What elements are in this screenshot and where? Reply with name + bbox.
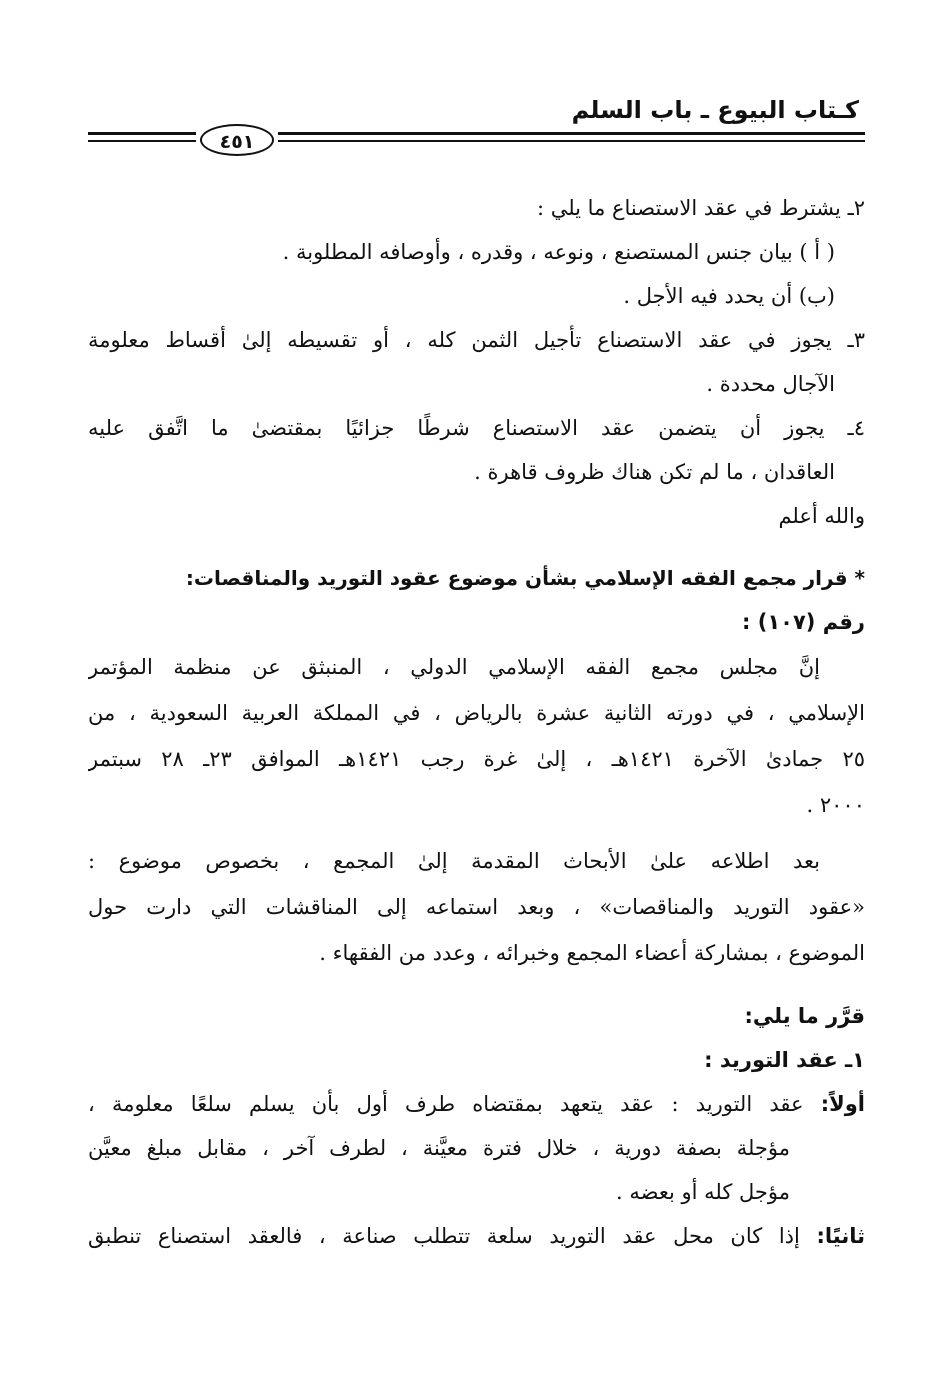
header-rule-right-bottom [278,140,865,142]
page-body [88,186,865,1258]
header-rule-right-top [278,132,865,135]
paragraph-1-line-2: الإسلامي ، في دورته الثانية عشرة بالرياض ، في المملكة العربية السعودية ، من [88,701,865,725]
first-point-line-2: مؤجلة بصفة دورية ، خلال فترة معيَّنة ، لطرف آخر ، مقابل مبلغ معيَّن [88,1136,790,1160]
page-number: ٤٥١ [200,124,274,156]
item-2-line-1: ٢ـ يشترط في عقد الاستصناع ما يلي : [536,196,865,220]
header-rule-left-top [88,132,196,135]
paragraph-2-line-2: «عقود التوريد والمناقصات» ، وبعد استماعه إلى المناقشات التي دارت حول [88,895,865,919]
paragraph-1-line-4: ٢٠٠٠ . [806,793,865,817]
page-header [88,88,865,158]
closing-phrase: والله أعلم [778,504,865,528]
first-point-label: أولاً: [820,1092,865,1116]
header-rule-left-bottom [88,140,196,142]
paragraph-1-line-1: إنَّ مجلس مجمع الفقه الإسلامي الدولي ، المنبثق عن منظمة المؤتمر [88,655,820,679]
running-head: كـتاب البيوع ـ باب السلم [571,96,859,124]
item-3-line-1: ٣ـ يجوز في عقد الاستصناع تأجيل الثمن كله ، أو تقسيطه إلىٰ أقساط معلومة [88,328,865,352]
item-2-a: ( أ ) بيان جنس المستصنع ، ونوعه ، وقدره ، وأوصافه المطلوبة . [282,240,835,264]
item-4-line-2: العاقدان ، ما لم تكن هناك ظروف قاهرة . [474,460,835,484]
paragraph-2-line-1: بعد اطلاعه علىٰ الأبحاث المقدمة إلىٰ المجمع ، بخصوص موضوع : [88,849,820,873]
paragraph-2-line-3: الموضوع ، بمشاركة أعضاء المجمع وخبرائه ، وعدد من الفقهاء . [319,941,865,965]
second-point-text: إذا كان محل عقد التوريد سلعة تتطلب صناعة ، فالعقد استصناع تنطبق [88,1224,800,1248]
paragraph-1-line-3: ٢٥ جمادىٰ الآخرة ١٤٢١هـ ، إلىٰ غرة رجب ١٤٢١هـ الموافق ٢٣ـ ٢٨ سبتمر [88,747,865,771]
item-3-line-2: الآجال محددة . [706,372,835,396]
decided-heading: قرَّر ما يلي: [744,1004,865,1028]
second-point-line-1 [88,1214,865,1258]
section-heading: * قرار مجمع الفقه الإسلامي بشأن موضوع عقود التوريد والمناقصات: [185,566,865,590]
supply-contract-heading: ١ـ عقد التوريد : [704,1048,865,1072]
item-4-line-1: ٤ـ يجوز أن يتضمن عقد الاستصناع شرطًا جزائيًا بمقتضىٰ ما اتَّفق عليه [88,416,865,440]
first-point-text: عقد التوريد : عقد يتعهد بمقتضاه طرف أول بأن يسلم سلعًا معلومة ، [88,1092,804,1116]
second-point-label: ثانيًا: [816,1224,865,1248]
first-point-line-3: مؤجل كله أو بعضه . [616,1180,790,1204]
item-2-b: (ب) أن يحدد فيه الأجل . [623,284,835,308]
resolution-number: رقم (١٠٧) : [742,610,865,634]
first-point-line-1 [88,1082,865,1126]
